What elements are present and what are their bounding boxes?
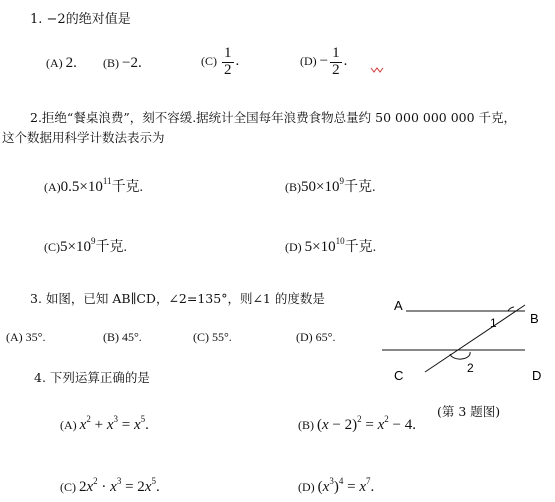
q4-option-c-label: (C) — [60, 480, 76, 494]
q4-option-a — [60, 414, 149, 434]
q1-option-c-label: (C) — [201, 54, 217, 68]
point-d-label: D — [532, 368, 542, 383]
q1-option-a-text: 2. — [65, 55, 77, 71]
q3-option-c-text: 55°. — [212, 330, 232, 344]
q3-option-d-text: 65°. — [315, 330, 336, 344]
q1-option-d-fraction — [330, 46, 342, 79]
question-2-stem-line1: 2.拒绝“餐桌浪费”，刻不容缓.据统计全国每年浪费食物总量约 50 000 000 000 千克， — [30, 110, 517, 125]
q1-d-tail: . — [343, 53, 348, 69]
q3-option-d-label: (D) — [296, 330, 313, 344]
q2-option-c-base: 5×10 — [60, 239, 91, 255]
q4-option-d-label: (D) — [298, 480, 315, 494]
q2-option-b-exponent: 9 — [339, 176, 344, 186]
angle-1-label: 1 — [490, 316, 497, 330]
q4-option-b-expression: $(x - 2)^2 = x^2 - 4$. — [317, 414, 416, 433]
question-4-stem: 4. 下列运算正确的是 — [34, 370, 150, 385]
q1-c-numerator: 1 — [224, 45, 232, 61]
q4-option-d — [298, 476, 375, 496]
q3-option-c — [193, 330, 232, 345]
q1-option-d — [300, 46, 347, 79]
figure-caption: (第 3 题图) — [437, 404, 501, 419]
question-1-stem: 1. −2的绝对值是 — [30, 12, 131, 27]
q4-option-a-label: (A) — [60, 418, 77, 432]
q4-option-b — [298, 414, 416, 434]
red-squiggle-mark — [370, 66, 384, 74]
q2-option-c-unit: 千克. — [95, 240, 127, 255]
q1-c-denominator: 2 — [224, 61, 232, 78]
q4-option-c — [60, 476, 160, 496]
q2-option-d-label: (D) — [285, 240, 302, 254]
q1-option-a-label: (A) — [46, 56, 63, 70]
q1-option-c-fraction — [222, 46, 234, 79]
q3-option-a-text: 35°. — [25, 330, 46, 344]
q2-option-b-unit: 千克. — [343, 180, 376, 195]
q3-option-d — [296, 330, 335, 345]
q2-option-a — [44, 176, 143, 196]
q1-option-d-label: (D) — [300, 54, 317, 68]
q2-option-a-exponent: 11 — [102, 176, 112, 186]
q3-option-c-label: (C) — [193, 330, 209, 344]
q4-option-d-expression: $(x^3)^4 = x^7$. — [317, 476, 375, 495]
q2-option-a-label: (A) — [44, 180, 61, 194]
q1-d-numerator: 1 — [332, 45, 340, 61]
angle-2-label: 2 — [467, 361, 474, 375]
q4-option-c-expression: $2x^2 \cdot x^3 = 2x^5$. — [79, 476, 160, 495]
q3-option-a-label: (A) — [6, 330, 23, 344]
q2-option-c-exponent: 9 — [90, 236, 96, 246]
q2-option-b — [285, 176, 375, 196]
q1-option-a — [46, 55, 77, 72]
point-a-label: A — [394, 298, 403, 313]
q1-d-denominator: 2 — [332, 61, 340, 78]
question-3-stem: 3. 如图，已知 AB∥CD，∠2=135°，则∠1 的度数是 — [30, 291, 325, 306]
q1-d-sign: − — [319, 53, 329, 69]
q2-option-a-unit: 千克. — [111, 180, 144, 195]
q1-option-b-text: −2. — [122, 55, 142, 71]
q3-option-b-label: (B) — [103, 330, 119, 344]
q2-option-c — [44, 236, 127, 256]
q4-option-b-label: (B) — [298, 418, 314, 432]
q2-option-a-base: 0.5×10 — [60, 179, 103, 195]
point-c-label: C — [394, 368, 404, 383]
q3-option-b-text: 45°. — [122, 330, 142, 344]
transversal-line — [425, 305, 525, 372]
q1-option-b-label: (B) — [103, 56, 119, 70]
q4-option-a-expression: $x^2 + x^3 = x^5$. — [79, 414, 149, 433]
q1-option-b — [103, 55, 142, 72]
q2-option-d-unit: 千克. — [344, 240, 377, 255]
q2-option-d-base: 5×10 — [304, 239, 336, 255]
point-b-label: B — [530, 311, 539, 326]
angle-1-arc — [508, 307, 514, 311]
question-2-stem-line2: 这个数据用科学计数法表示为 — [2, 130, 165, 145]
q2-option-b-base: 50×10 — [301, 179, 340, 195]
q2-option-d-exponent: 10 — [335, 236, 345, 246]
geometry-figure — [380, 290, 555, 392]
q2-option-b-label: (B) — [285, 180, 301, 194]
q1-c-tail: . — [235, 53, 240, 69]
q3-option-b — [103, 330, 142, 345]
q1-option-c — [201, 46, 239, 79]
q3-option-a — [6, 330, 45, 345]
q2-option-d — [285, 236, 376, 256]
q2-option-c-label: (C) — [44, 240, 60, 254]
